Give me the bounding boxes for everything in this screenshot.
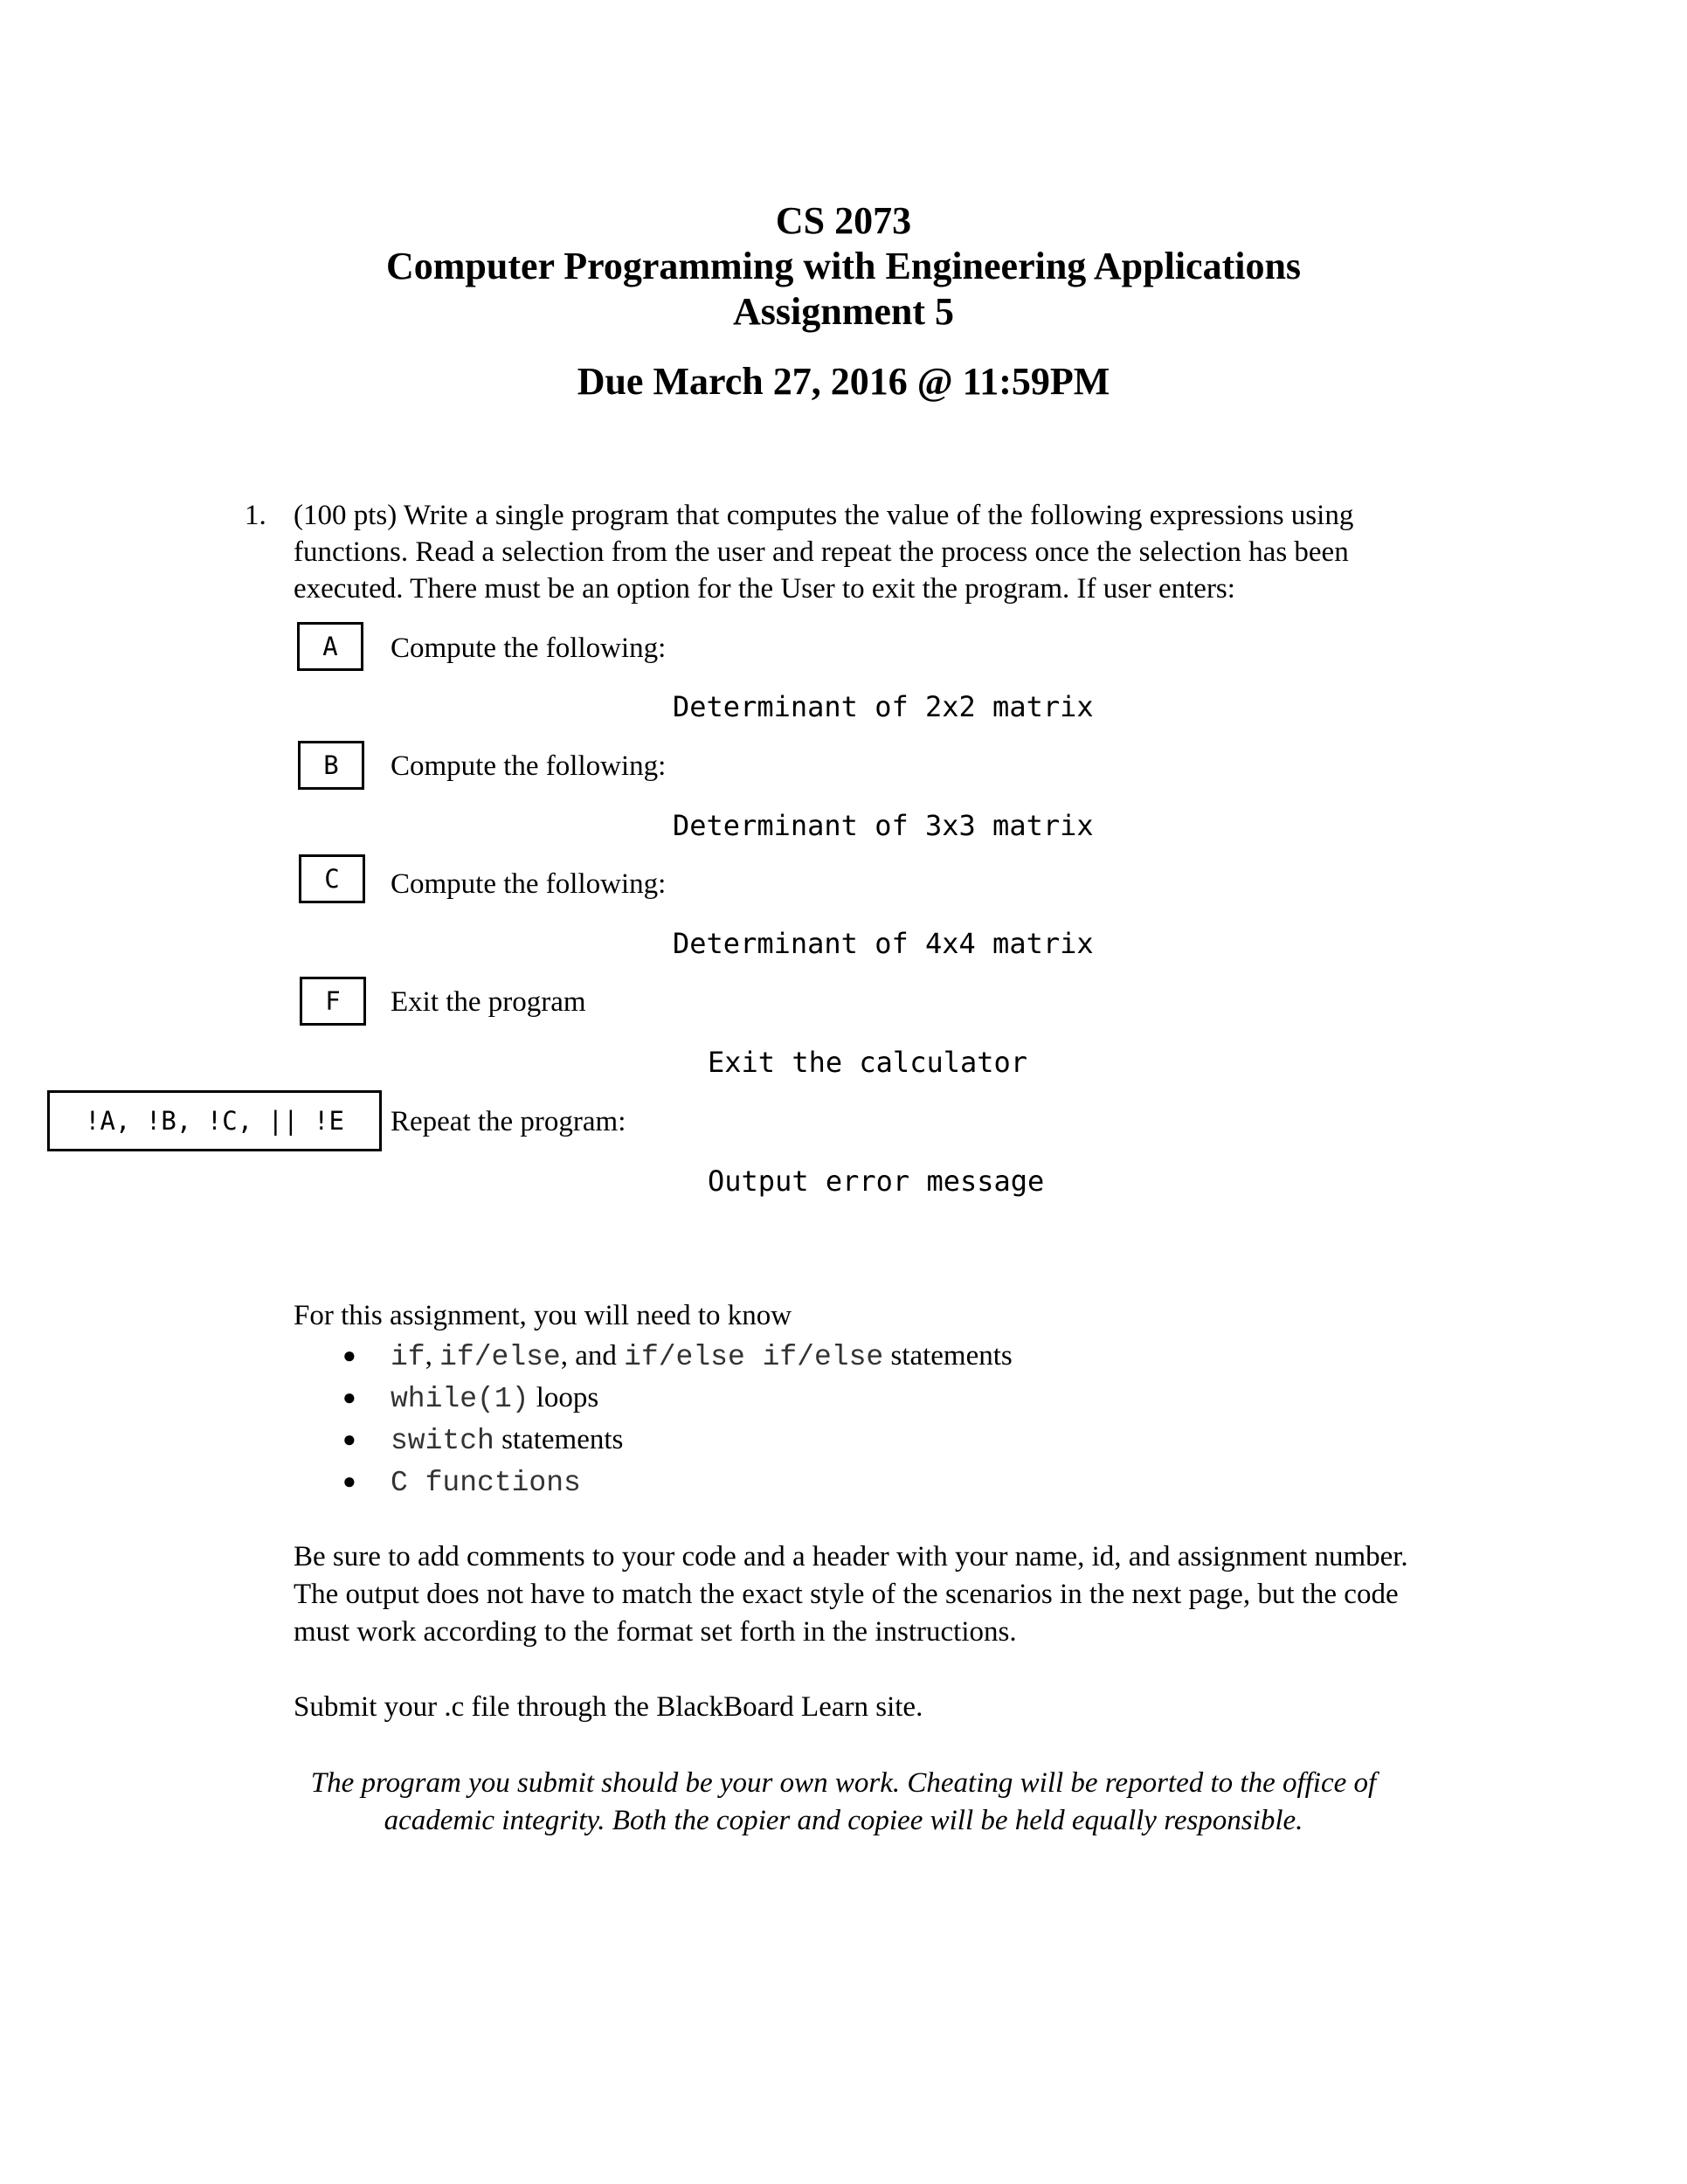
bullet-icon: ●: [342, 1469, 356, 1494]
integrity-line-1: The program you submit should be your own work. Cheating will be reported to the office of: [310, 1767, 1377, 1799]
knowledge-item-4: C functions: [391, 1467, 581, 1499]
option-detail-b: Determinant of 3x3 matrix: [673, 809, 1094, 842]
option-detail-invalid: Output error message: [708, 1165, 1045, 1198]
instructions-line-1: Be sure to add comments to your code and a header with your name, id, and assignment number.: [294, 1541, 1408, 1572]
option-detail-c: Determinant of 4x4 matrix: [673, 927, 1094, 960]
question-line-1: (100 pts) Write a single program that computes the value of the following expressions using: [294, 500, 1354, 531]
option-detail-f: Exit the calculator: [708, 1046, 1028, 1079]
option-key-b: B: [298, 741, 364, 790]
option-detail-a: Determinant of 2x2 matrix: [673, 690, 1094, 723]
knowledge-item-3: switch statements: [391, 1424, 624, 1457]
submit-instructions: Submit your .c file through the BlackBoard Learn site.: [294, 1691, 923, 1723]
option-label-b: Compute the following:: [391, 750, 667, 782]
knowledge-item-1: if, if/else, and if/else if/else statements: [391, 1340, 1013, 1373]
option-label-c: Compute the following:: [391, 868, 667, 900]
course-title: Computer Programming with Engineering Applications: [385, 245, 1302, 287]
bullet-icon: ●: [342, 1343, 356, 1368]
knowledge-intro: For this assignment, you will need to know: [294, 1300, 792, 1331]
option-key-invalid: !A, !B, !C, || !E: [47, 1090, 382, 1151]
option-key-c: C: [299, 854, 365, 903]
option-key-a: A: [297, 622, 363, 671]
option-key-f: F: [300, 977, 366, 1026]
instructions-line-2: The output does not have to match the exact style of the scenarios in the next page, but the code: [294, 1579, 1399, 1610]
bullet-icon: ●: [342, 1385, 356, 1410]
course-code: CS 2073: [775, 199, 912, 242]
option-label-a: Compute the following:: [391, 632, 667, 664]
option-label-f: Exit the program: [391, 986, 586, 1018]
option-label-invalid: Repeat the program:: [391, 1106, 626, 1137]
due-date: Due March 27, 2016 @ 11:59PM: [577, 360, 1110, 403]
integrity-line-2: academic integrity. Both the copier and copiee will be held equally responsible.: [384, 1805, 1303, 1836]
question-number: 1.: [245, 500, 266, 531]
instructions-line-3: must work according to the format set forth in the instructions.: [294, 1616, 1017, 1648]
question-line-2: functions. Read a selection from the user and repeat the process once the selection has been: [294, 536, 1349, 568]
question-line-3: executed. There must be an option for the User to exit the program. If user enters:: [294, 573, 1235, 605]
knowledge-item-2: while(1) loops: [391, 1382, 599, 1415]
bullet-icon: ●: [342, 1427, 356, 1452]
assignment-title: Assignment 5: [732, 290, 955, 333]
